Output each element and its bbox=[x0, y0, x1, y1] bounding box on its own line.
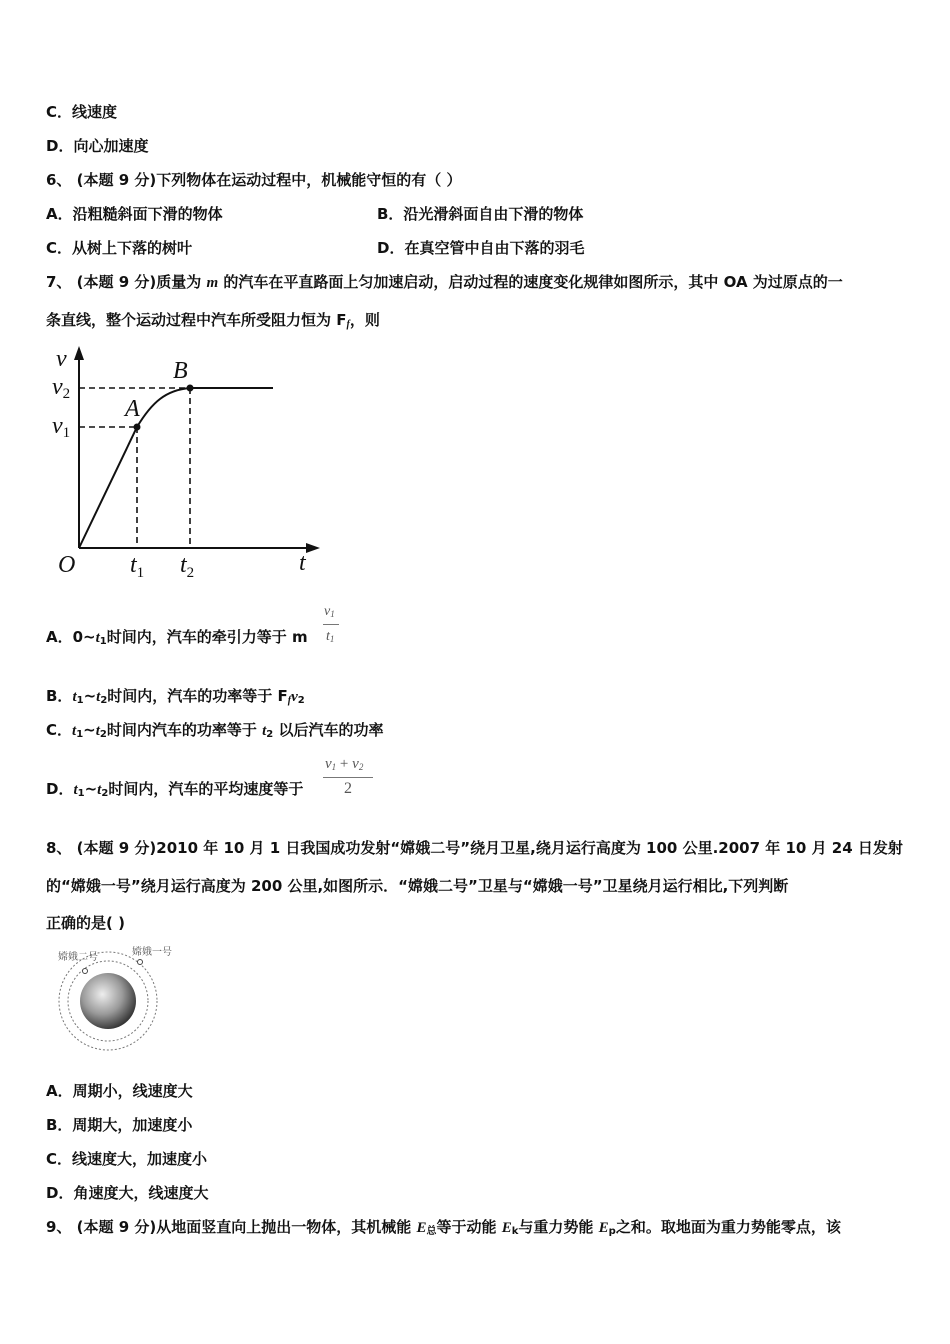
graph-point-a bbox=[134, 424, 141, 431]
q7-option-b-t2: t bbox=[96, 689, 101, 705]
graph-a-label: A bbox=[125, 396, 140, 422]
graph-t1-label: $t_1$ bbox=[130, 552, 145, 581]
q7-velocity-time-graph bbox=[46, 340, 336, 590]
q8-stem-line3: 正确的是( ) bbox=[46, 914, 125, 932]
q8-option-b: B．周期大，加速度小 bbox=[46, 1116, 193, 1134]
q7-option-b-v: v bbox=[291, 689, 298, 705]
q7-stem-mass-symbol: m bbox=[206, 275, 219, 291]
q7-stem-text-d: ，则 bbox=[349, 311, 380, 329]
v-axis-arrow-icon bbox=[74, 346, 84, 360]
q6-option-a: A．沿粗糙斜面下滑的物体 bbox=[46, 205, 223, 223]
graph-point-b bbox=[187, 385, 194, 392]
q7-stem-text-b: 的汽车在平直路面上匀加速启动，启动过程的速度变化规律如图所示，其中 OA 为过原点的一 bbox=[218, 273, 843, 291]
q7-stem-line1 bbox=[46, 272, 843, 293]
q7-option-d-fraction-denominator: 2 bbox=[344, 780, 352, 797]
q7-option-d-fraction-bar bbox=[323, 777, 373, 778]
q7-option-a-prefix: A．0~ bbox=[46, 628, 96, 646]
q7-option-b bbox=[46, 686, 305, 711]
q9-e-p-sub: p bbox=[608, 1226, 616, 1237]
q7-stem-text-c: 条直线，整个运动过程中汽车所受阻力恒为 F bbox=[46, 311, 347, 329]
q7-option-b-vs: 2 bbox=[297, 695, 305, 706]
q7-option-a-sub: 1 bbox=[99, 636, 107, 647]
q9-stem bbox=[46, 1217, 841, 1242]
q9-e-total: E bbox=[416, 1220, 427, 1236]
moon-sphere bbox=[80, 973, 136, 1029]
q7-option-c-s2: 2 bbox=[99, 729, 107, 740]
q7-stem-subscript-f: f bbox=[346, 319, 350, 330]
q7-option-b-tilde: ~ bbox=[83, 687, 97, 705]
q9-text-a: 9、 (本题 9 分)从地面竖直向上抛出一物体，其机械能 bbox=[46, 1218, 417, 1236]
q7-option-c-text: 时间内汽车的功率等于 bbox=[106, 721, 263, 739]
q7-option-c-s3: 2 bbox=[266, 729, 274, 740]
graph-v2-label: v2 bbox=[52, 374, 71, 402]
q7-option-a-fraction-denominator: $t_1$ bbox=[326, 629, 335, 644]
q7-option-b-prefix: B． bbox=[46, 687, 73, 705]
q5-option-c: C．线速度 bbox=[46, 103, 118, 121]
q8-orbit-diagram bbox=[50, 940, 190, 1055]
q7-option-c-s1: 1 bbox=[76, 729, 84, 740]
q7-option-a-text: 时间内，汽车的牵引力等于 m bbox=[106, 628, 308, 646]
label-chang-e-1: 嫦娥一号 bbox=[132, 947, 172, 958]
q7-option-a-fraction-numerator: $v_1$ bbox=[324, 604, 335, 619]
graph-v1-label: v1 bbox=[52, 413, 71, 441]
q7-option-d-prefix: D． bbox=[46, 780, 74, 798]
q6-option-c: C．从树上下落的树叶 bbox=[46, 239, 193, 257]
q7-option-a bbox=[46, 627, 308, 652]
q9-text-d: 之和。取地面为重力势能零点，该 bbox=[615, 1218, 841, 1236]
q9-e-p: E bbox=[598, 1220, 609, 1236]
q7-option-a-fraction-bar bbox=[323, 624, 339, 625]
graph-v-label: v bbox=[56, 346, 67, 372]
q7-option-c-t2: t bbox=[95, 723, 100, 739]
q8-option-d: D．角速度大，线速度大 bbox=[46, 1184, 209, 1202]
q7-option-d-text: 时间内，汽车的平均速度等于 bbox=[108, 780, 304, 798]
graph-origin-label: O bbox=[58, 552, 76, 578]
q7-option-b-s2: 2 bbox=[100, 695, 108, 706]
label-chang-e-2: 嫦娥二号 bbox=[58, 952, 98, 963]
q7-option-b-t1: t bbox=[72, 689, 77, 705]
q7-option-d bbox=[46, 779, 303, 804]
q9-text-b: 等于动能 bbox=[436, 1218, 502, 1236]
q7-option-d-tilde: ~ bbox=[84, 780, 98, 798]
q6-option-d: D．在真空管中自由下落的羽毛 bbox=[377, 239, 585, 257]
q7-option-b-text: 时间内，汽车的功率等于 F bbox=[107, 687, 288, 705]
q7-option-d-s1: 1 bbox=[77, 788, 85, 799]
q8-option-c: C．线速度大，加速度小 bbox=[46, 1150, 208, 1168]
q9-text-c: 与重力势能 bbox=[518, 1218, 599, 1236]
q7-option-d-s2: 2 bbox=[101, 788, 109, 799]
satellite-chang-e-1 bbox=[138, 960, 143, 965]
q7-option-c-prefix: C． bbox=[46, 721, 73, 739]
q7-option-c-text-end: 以后汽车的功率 bbox=[273, 721, 384, 739]
q7-stem-line2 bbox=[46, 310, 380, 335]
q9-e-k-sub: k bbox=[511, 1226, 519, 1237]
q9-e-k: E bbox=[501, 1220, 512, 1236]
satellite-chang-e-2 bbox=[83, 969, 88, 974]
graph-velocity-curve bbox=[79, 388, 273, 548]
t-axis-arrow-icon bbox=[306, 543, 320, 553]
q8-option-a: A．周期小，线速度大 bbox=[46, 1082, 193, 1100]
q7-option-d-t1: t bbox=[73, 782, 78, 798]
q7-option-c-t3: t bbox=[262, 723, 267, 739]
q7-option-d-t2: t bbox=[97, 782, 102, 798]
graph-t-label: t bbox=[299, 550, 306, 576]
graph-b-label: B bbox=[173, 358, 188, 384]
q8-stem-line2: 的“嫦娥一号”绕月运行高度为 200 公里,如图所示．“嫦娥二号”卫星与“嫦娥一号”卫星绕月运行相比,下列判断 bbox=[46, 877, 789, 895]
q7-option-c bbox=[46, 720, 383, 745]
graph-t2-label: $t_2$ bbox=[180, 552, 195, 581]
q8-stem-line1: 8、 (本题 9 分)2010 年 10 月 1 日我国成功发射“嫦娥二号”绕月卫星,绕月运行高度为 100 公里.2007 年 10 月 24 日发射 bbox=[46, 839, 903, 857]
q5-option-d: D．向心加速度 bbox=[46, 137, 149, 155]
q7-option-c-t1: t bbox=[72, 723, 77, 739]
q7-option-b-s1: 1 bbox=[76, 695, 84, 706]
q7-stem-text-a: 7、 (本题 9 分)质量为 bbox=[46, 273, 207, 291]
q7-option-b-f: f bbox=[287, 695, 292, 706]
q9-e-total-sub: 总 bbox=[426, 1226, 437, 1237]
q7-option-a-t: t bbox=[95, 630, 100, 646]
q6-option-b: B．沿光滑斜面自由下滑的物体 bbox=[377, 205, 584, 223]
q6-stem: 6、 (本题 9 分)下列物体在运动过程中，机械能守恒的有（ ） bbox=[46, 171, 462, 189]
q7-option-c-tilde: ~ bbox=[83, 721, 96, 739]
q7-option-d-fraction-numerator: $v_1 + v_2$ bbox=[325, 756, 364, 772]
